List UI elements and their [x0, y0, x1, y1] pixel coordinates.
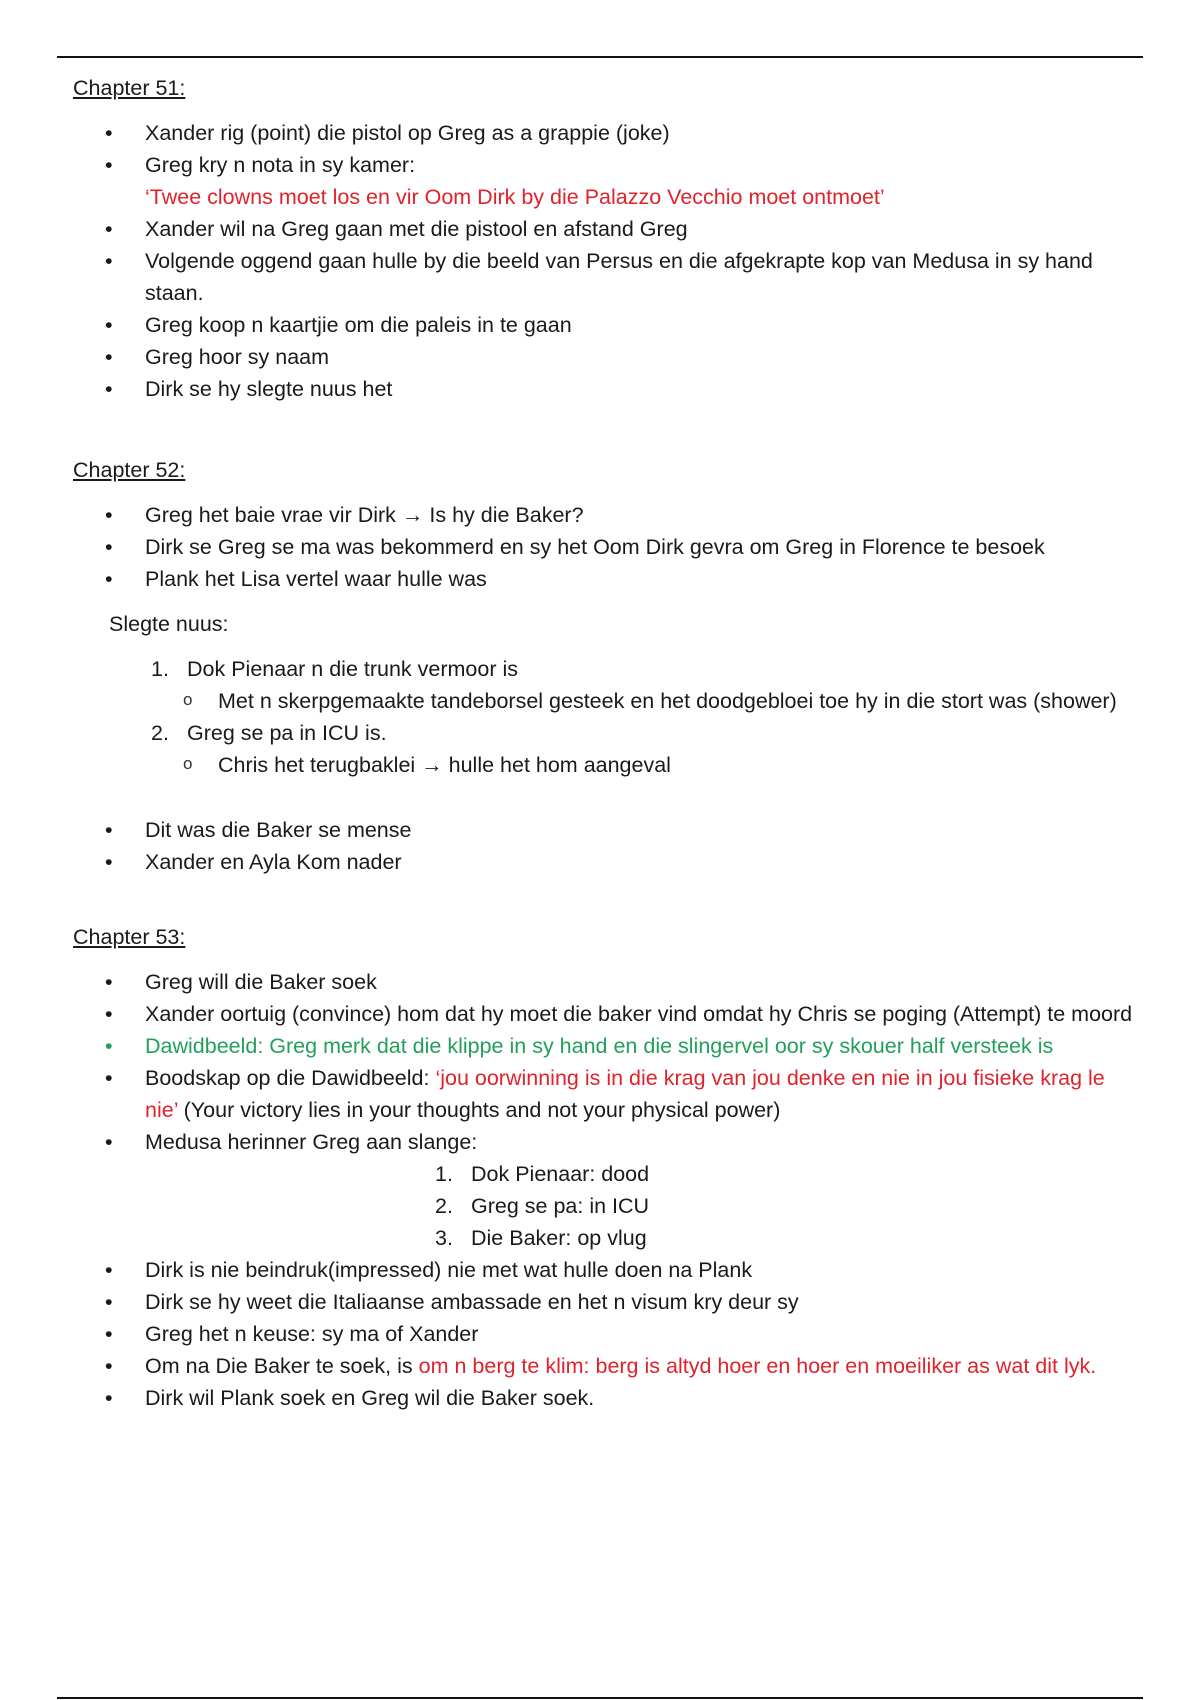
chapter-53-list: [73, 966, 1133, 1158]
chapter-53-list-2: [73, 1254, 1133, 1414]
list-item: • Xander en Ayla Kom nader: [73, 846, 1133, 878]
numbered-item: [73, 1158, 1133, 1190]
list-item: • Greg will die Baker soek: [73, 966, 1133, 998]
chapter-52-section: [73, 454, 1133, 878]
item-number: 2.: [151, 721, 169, 745]
list-item: • Xander wil na Greg gaan met die pistool en afstand Greg: [73, 213, 1133, 245]
list-item-highlight: • Dawidbeeld: Greg merk dat die klippe in sy hand en die slingervel oor sy skouer half versteek is: [73, 1030, 1133, 1062]
sub-list: [73, 749, 1133, 781]
chapter-52-list-2: [73, 814, 1133, 878]
list-item: • Greg het n keuse: sy ma of Xander: [73, 1318, 1133, 1350]
list-item: • Greg hoor sy naam: [73, 341, 1133, 373]
sub-list: [73, 685, 1133, 717]
chapter-52-list: [73, 499, 1133, 595]
chapter-51-section: [73, 72, 1133, 405]
list-item: • Xander rig (point) die pistol op Greg as a grappie (joke): [73, 117, 1133, 149]
numbered-item: [73, 717, 1133, 781]
list-item: • Dit was die Baker se mense: [73, 814, 1133, 846]
list-item: • Xander oortuig (convince) hom dat hy moet die baker vind omdat hy Chris se poging (Attempt) te moord: [73, 998, 1133, 1030]
chapter-53-heading: Chapter 53:: [73, 925, 186, 949]
list-item: • Plank het Lisa vertel waar hulle was: [73, 563, 1133, 595]
item-number: 1.: [435, 1162, 453, 1186]
note-quote: ‘Twee clowns moet los en vir Oom Dirk by die Palazzo Vecchio moet ontmoet’: [145, 185, 885, 209]
list-item: [73, 1062, 1133, 1126]
message-translation: (Your victory lies in your thoughts and not your physical power): [177, 1098, 781, 1122]
chapter-51-heading: Chapter 51:: [73, 76, 186, 100]
numbered-item: [73, 653, 1133, 717]
chapter-52-heading: Chapter 52:: [73, 458, 186, 482]
item-text: Greg se pa: in ICU: [471, 1194, 650, 1218]
list-item: • Medusa herinner Greg aan slange:: [73, 1126, 1133, 1158]
item-prefix: Om na Die Baker te soek, is: [145, 1354, 419, 1378]
bad-news-list: [73, 653, 1133, 781]
list-item-text: Greg kry n nota in sy kamer:: [145, 153, 416, 177]
top-rule: [57, 56, 1143, 58]
sub-item: o Met n skerpgemaakte tandeborsel gesteek en het doodgebloei toe hy in die stort was (shower): [73, 685, 1133, 717]
numbered-item: [73, 1190, 1133, 1222]
list-item: • Dirk se Greg se ma was bekommerd en sy het Oom Dirk gevra om Greg in Florence te besoek: [73, 531, 1133, 563]
list-item: • Dirk is nie beindruk(impressed) nie met wat hulle doen na Plank: [73, 1254, 1133, 1286]
item-text: Die Baker: op vlug: [471, 1226, 647, 1250]
list-item: [73, 1350, 1133, 1382]
message-quote: ‘jou oorwinning is in die krag van jou denke en nie in jou fisieke krag le nie’: [145, 1066, 1105, 1122]
list-item: • Dirk wil Plank soek en Greg wil die Baker soek.: [73, 1382, 1133, 1414]
list-item: • Greg het baie vrae vir Dirk → Is hy die Baker?: [73, 499, 1133, 531]
item-text: Dok Pienaar n die trunk vermoor is: [187, 657, 519, 681]
bad-news-label: Slegte nuus:: [109, 612, 229, 636]
item-highlight: om n berg te klim: berg is altyd hoer en hoer en moeiliker as wat dit lyk.: [418, 1354, 1097, 1378]
document-body: [73, 72, 1133, 1414]
item-number: 3.: [435, 1226, 453, 1250]
item-text: Greg se pa in ICU is.: [187, 721, 387, 745]
item-number: 2.: [435, 1194, 453, 1218]
list-item: • Dirk se hy slegte nuus het: [73, 373, 1133, 405]
list-item: [73, 149, 1133, 213]
bottom-rule: [57, 1697, 1143, 1699]
message-prefix: Boodskap op die Dawidbeeld:: [145, 1066, 436, 1090]
chapter-51-list: [73, 117, 1133, 405]
numbered-item: [73, 1222, 1133, 1254]
list-item: • Dirk se hy weet die Italiaanse ambassade en het n visum kry deur sy: [73, 1286, 1133, 1318]
snakes-list: [73, 1158, 1133, 1254]
item-number: 1.: [151, 657, 169, 681]
chapter-53-section: [73, 921, 1133, 1414]
list-item: • Volgende oggend gaan hulle by die beeld van Persus en die afgekrapte kop van Medusa in sy hand staan.: [73, 245, 1133, 309]
list-item: • Greg koop n kaartjie om die paleis in te gaan: [73, 309, 1133, 341]
sub-item: o Chris het terugbaklei → hulle het hom aangeval: [73, 749, 1133, 781]
item-text: Dok Pienaar: dood: [471, 1162, 650, 1186]
